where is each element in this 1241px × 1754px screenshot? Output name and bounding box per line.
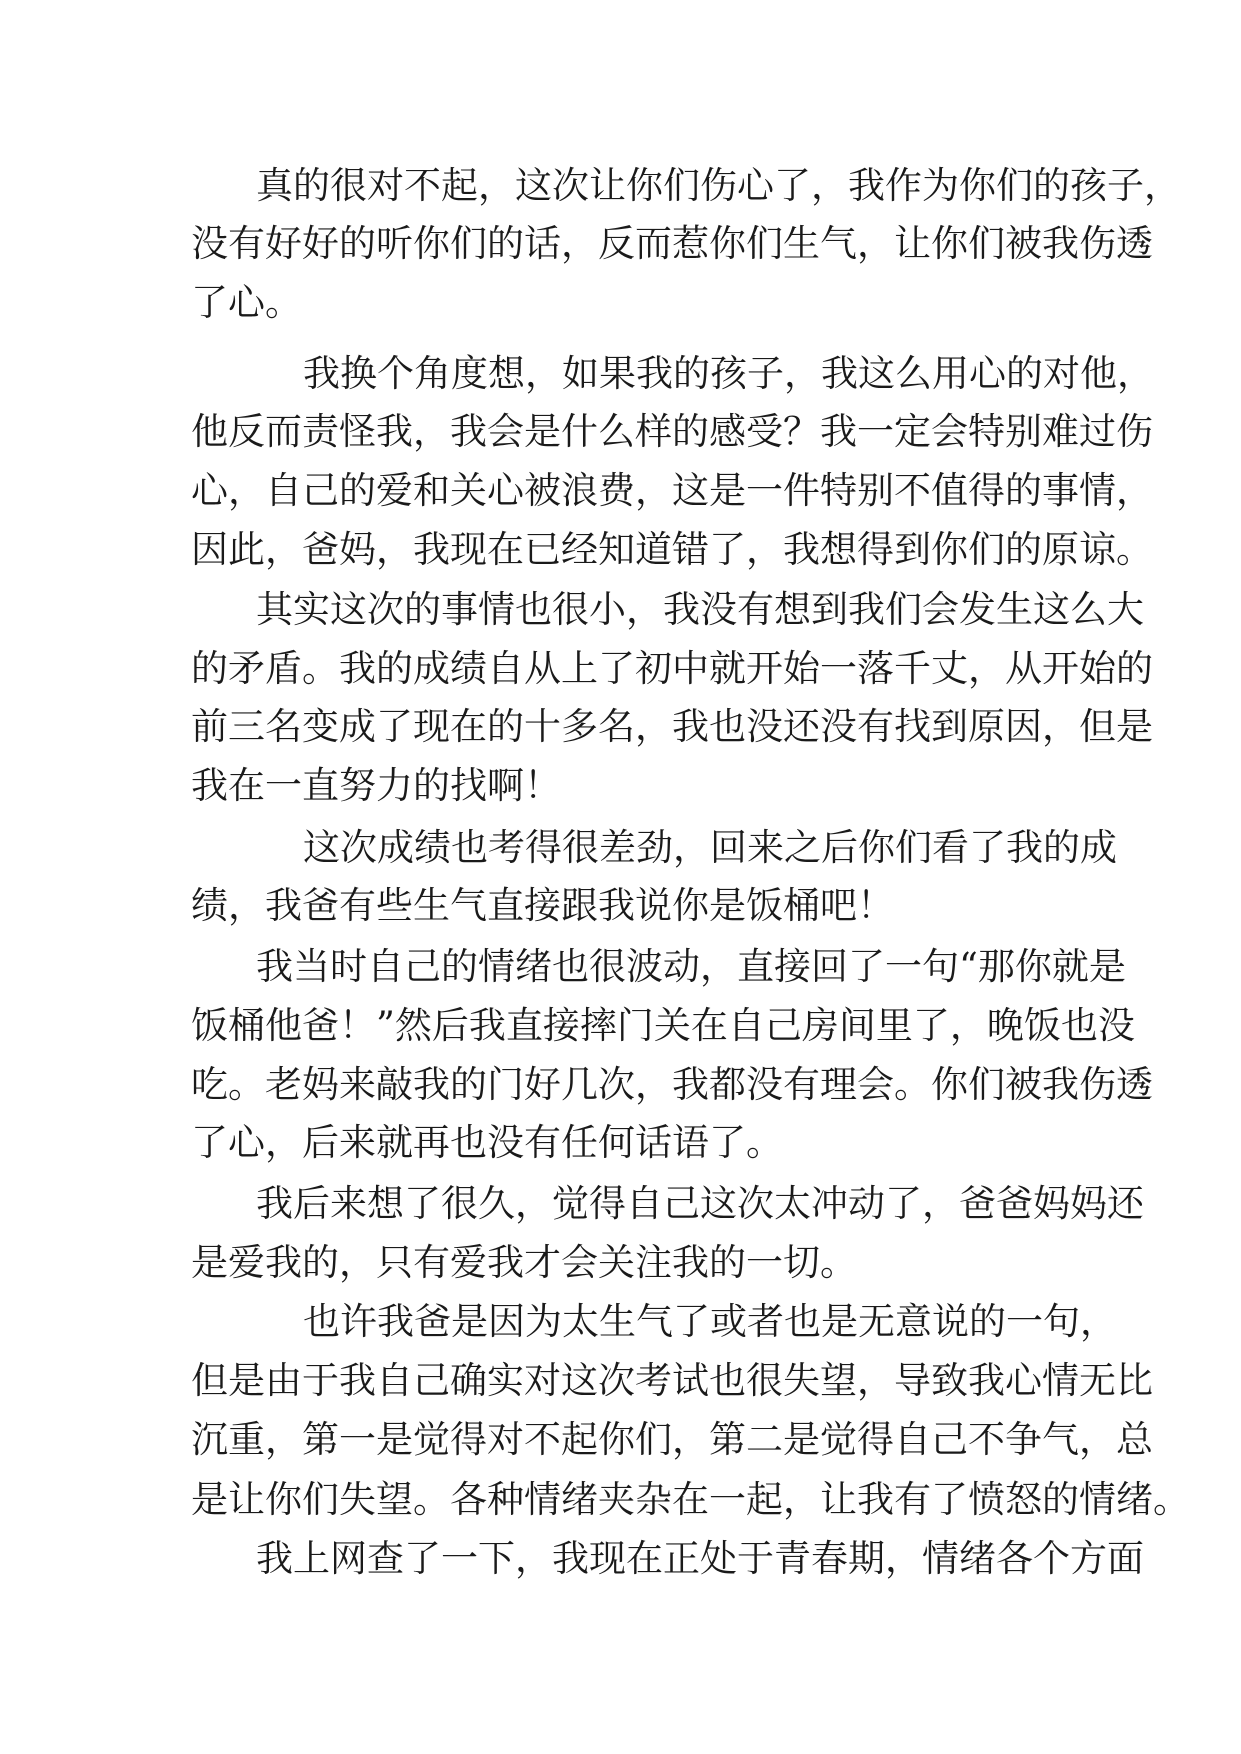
text-line: 他反而责怪我，我会是什么样的感受？我一定会特别难过伤 [191,410,1153,453]
text-line: 我后来想了很久，觉得自己这次太冲动了，爸爸妈妈还 [256,1182,1144,1225]
text-line: 真的很对不起，这次让你们伤心了，我作为你们的孩子， [256,164,1181,207]
text-line: 吃。老妈来敲我的门好几次，我都没有理会。你们被我伤透 [191,1063,1153,1106]
text-line: 前三名变成了现在的十多名，我也没还没有找到原因，但是 [191,705,1153,748]
text-line: 其实这次的事情也很小，我没有想到我们会发生这么大 [256,588,1144,631]
text-line: 是让你们失望。各种情绪夹杂在一起，让我有了愤怒的情绪。 [191,1478,1190,1521]
text-line: 我当时自己的情绪也很波动，直接回了一句“那你就是 [256,945,1126,988]
text-line: 饭桶他爸！”然后我直接摔门关在自己房间里了，晚饭也没 [191,1004,1135,1047]
text-line: 也许我爸是因为太生气了或者也是无意说的一句， [303,1300,1117,1343]
text-line: 这次成绩也考得很差劲，回来之后你们看了我的成 [303,826,1117,869]
text-line: 绩，我爸有些生气直接跟我说你是饭桶吧！ [191,884,894,927]
text-line: 因此，爸妈，我现在已经知道错了，我想得到你们的原谅。 [191,528,1153,571]
text-line: 心，自己的爱和关心被浪费，这是一件特别不值得的事情， [191,469,1153,512]
text-line: 我上网查了一下，我现在正处于青春期，情绪各个方面 [256,1537,1144,1580]
text-line: 了心。 [191,281,302,324]
text-line: 的矛盾。我的成绩自从上了初中就开始一落千丈，从开始的 [191,647,1153,690]
text-line: 是爱我的，只有爱我才会关注我的一切。 [191,1241,857,1284]
text-line: 我换个角度想，如果我的孩子，我这么用心的对他， [303,352,1154,395]
text-line: 了心，后来就再也没有任何话语了。 [191,1121,783,1164]
text-line: 没有好好的听你们的话，反而惹你们生气，让你们被我伤透 [191,222,1153,265]
text-line: 我在一直努力的找啊！ [191,764,561,807]
text-line: 沉重，第一是觉得对不起你们，第二是觉得自己不争气，总 [191,1418,1153,1461]
text-line: 但是由于我自己确实对这次考试也很失望，导致我心情无比 [191,1359,1153,1402]
